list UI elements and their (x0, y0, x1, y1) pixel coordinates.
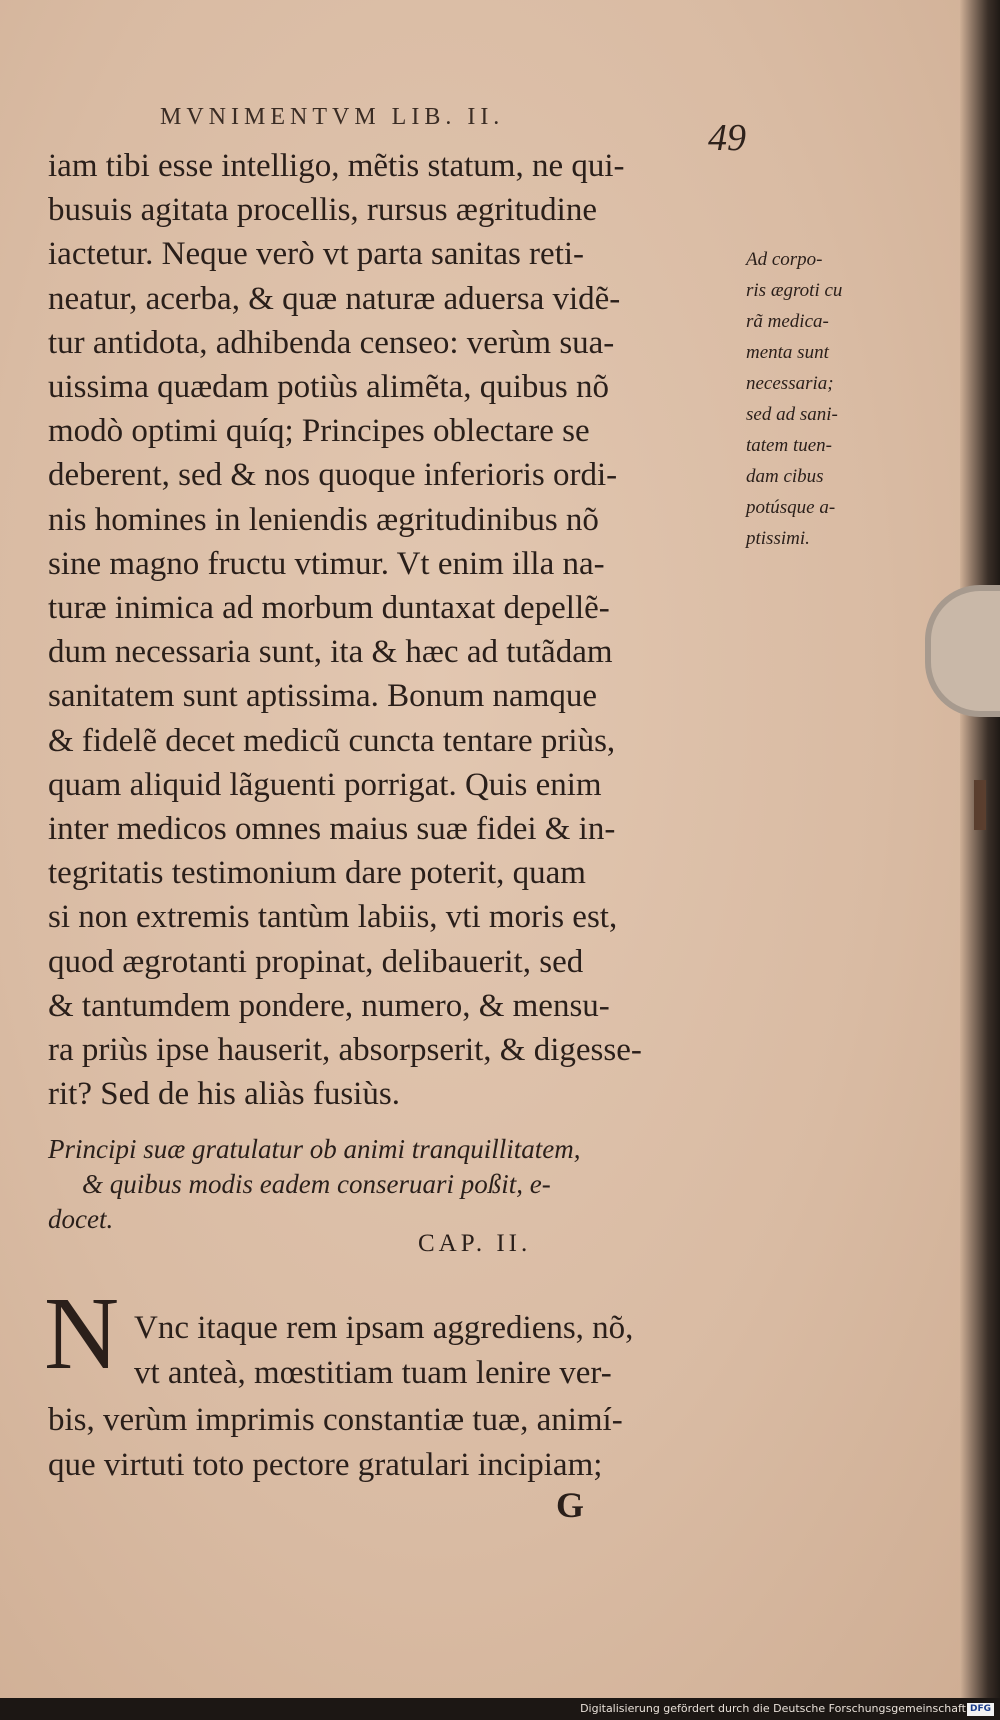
drop-cap-initial: N (44, 1276, 120, 1391)
main-text-block (48, 144, 748, 1116)
text-line: busuis agitata procellis, rursus ægritudine (48, 192, 597, 229)
running-title: MVNIMENTVM LIB. II. (160, 104, 505, 130)
text-line: si non extremis tantùm labiis, vti moris est, (48, 899, 618, 936)
text-line: ra priùs ipse hauserit, absorpserit, & digesse- (48, 1032, 642, 1069)
signature-mark: G (556, 1485, 585, 1525)
text-line: nis homines in leniendis ægritudinibus nõ (48, 501, 599, 538)
text-line: bis, verùm imprimis constantiæ tuæ, animí- (48, 1402, 623, 1438)
margin-line: menta sunt (746, 342, 829, 363)
text-line: sanitatem sunt aptissima. Bonum namque (48, 678, 598, 715)
text-line: sine magno fructu vtimur. Vt enim illa na- (48, 545, 605, 582)
chapter-heading-line: Principi suæ gratulatur ob animi tranquillitatem, (48, 1134, 581, 1164)
margin-line: ptissimi. (746, 528, 810, 549)
text-line: Vnc itaque rem ipsam aggrediens, nõ, (134, 1310, 634, 1346)
text-line: que virtuti toto pectore gratulari incipiam; (48, 1447, 603, 1483)
text-line: rit? Sed de his aliàs fusiùs. (48, 1076, 400, 1113)
text-line: quam aliquid lãguenti porrigat. Quis enim (48, 766, 602, 803)
margin-line: potúsque a- (746, 497, 836, 518)
text-line: & tantumdem pondere, numero, & mensu- (48, 987, 610, 1024)
text-line: iactetur. Neque verò vt parta sanitas reti- (48, 236, 585, 273)
page-number: 49 (708, 117, 746, 159)
text-line: inter medicos omnes maius suæ fidei & in- (48, 811, 616, 848)
chapter-heading (48, 1132, 748, 1237)
book-edge (960, 0, 1000, 1700)
text-line: modò optimi quíq; Principes oblectare se (48, 413, 590, 450)
margin-line: sed ad sani- (746, 404, 838, 425)
dfg-logo-icon: DFG (967, 1703, 994, 1716)
paragraph-text (48, 1398, 623, 1488)
chapter-heading-line: & quibus modis eadem conseruari poßit, e- (82, 1169, 551, 1199)
text-line: tur antidota, adhibenda censeo: verùm sua- (48, 324, 615, 361)
chapter-label: CAP. II. (418, 1230, 532, 1257)
text-line: dum necessaria sunt, ita & hæc ad tutãdam (48, 634, 613, 671)
text-line: neatur, acerba, & quæ naturæ aduersa vidẽ- (48, 280, 621, 317)
text-line: iam tibi esse intelligo, mẽtis statum, ne qui- (48, 148, 625, 184)
text-line: uissima quædam potiùs alimẽta, quibus nõ (48, 369, 609, 406)
margin-line: ris ægroti cu (746, 280, 843, 301)
text-line: & fidelẽ decet medicũ cuncta tentare priùs, (48, 722, 616, 759)
text-line: vt anteà, mœstitiam tuam lenire ver- (134, 1355, 612, 1391)
text-line: tegritatis testimonium dare poterit, quam (48, 855, 586, 892)
margin-line: tatem tuen- (746, 435, 833, 456)
margin-line: dam cibus (746, 466, 824, 487)
text-line: deberent, sed & nos quoque inferioris ordi- (48, 457, 618, 494)
text-line: turæ inimica ad morbum duntaxat depellẽ- (48, 590, 610, 627)
page-tab-marker (974, 780, 986, 830)
text-line: quod ægrotanti propinat, delibauerit, sed (48, 943, 584, 980)
marginal-note (746, 244, 916, 554)
digitization-credit: Digitalisierung gefördert durch die Deutsche Forschungsgemeinschaft (580, 1702, 966, 1715)
margin-line: rã medica- (746, 311, 829, 332)
chapter-heading-line: docet. (48, 1204, 114, 1234)
margin-line: Ad corpo- (746, 249, 823, 270)
margin-line: necessaria; (746, 373, 834, 394)
